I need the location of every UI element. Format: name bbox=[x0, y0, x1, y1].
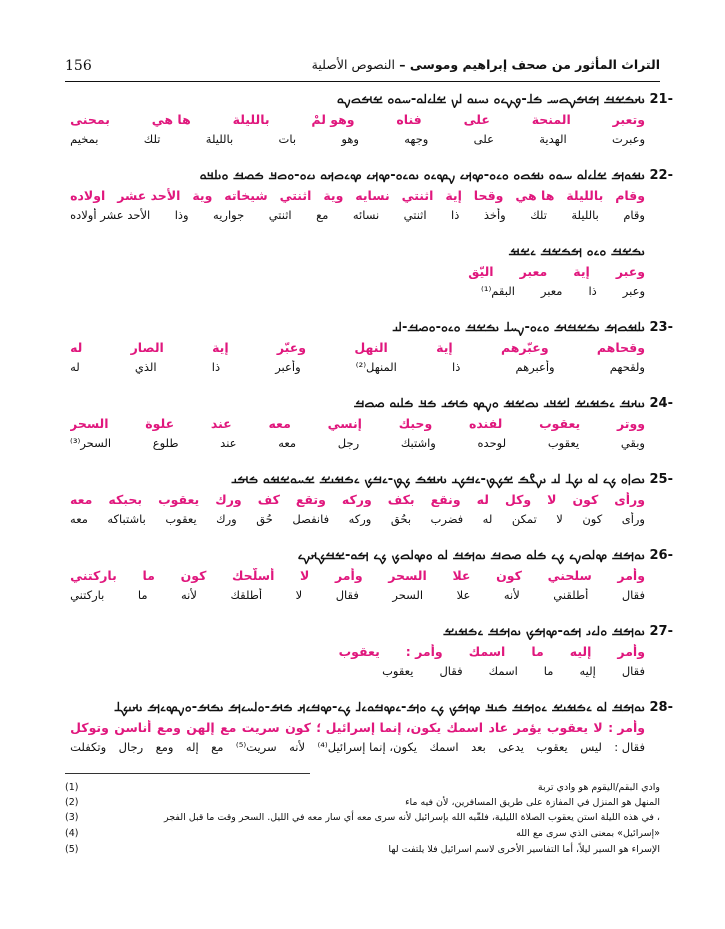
translation-line bbox=[70, 436, 645, 450]
transliteration-line-word: لا bbox=[593, 720, 603, 735]
transliteration-line-word: اسمك bbox=[446, 720, 484, 735]
translation-line-word: وأعبرهم bbox=[515, 360, 555, 374]
translation-line-word: بالليلة bbox=[571, 208, 599, 222]
verse-entry bbox=[70, 472, 673, 534]
verse-number: 24- bbox=[649, 396, 673, 411]
transliteration-line-word: وتوكل bbox=[70, 720, 109, 735]
translation-line-word: ما bbox=[137, 588, 148, 602]
translation-line-word: السحر⁽³⁾ bbox=[70, 436, 112, 450]
translation-line-word: وأخذ bbox=[483, 208, 506, 222]
translation-line-word: يدعى bbox=[498, 740, 524, 754]
translation-line-word: رجل bbox=[337, 436, 360, 450]
transliteration-line-word: على bbox=[463, 112, 490, 127]
mandaic-line: ࡅࡀࡌࡓ ࡋࡀ ࡉࡏࡒࡅࡁ ࡉࡀࡌࡓ ࡏࡅࡃ ࡔࡌࡊ ࡊࡉ ࡀࡌ-ࡉࡔࡓࡀࡉࡋ ࡊࡉ-ࡔࡓࡉࡕ ࡏࡌ-ࡀࡋࡄࡉࡌ ࡅࡏࡌ-ࡀࡍࡔࡉࡌ ࡅࡕࡅࡊࡋ bbox=[114, 700, 645, 715]
transliteration-line-word: سلحني bbox=[547, 568, 592, 583]
transliteration-line bbox=[70, 416, 645, 431]
translation-line-word: يعقوب bbox=[547, 436, 580, 450]
transliteration-line-word: عاد bbox=[488, 720, 509, 735]
translation-line-word: يكون، إنما إسرائيل⁽⁴⁾ bbox=[317, 740, 418, 754]
transliteration-line bbox=[70, 644, 645, 659]
translation-line-word: إليه bbox=[579, 664, 596, 678]
translation-line-word: رجال bbox=[118, 740, 144, 754]
translation-line-word: لأنه bbox=[181, 588, 197, 602]
translation-line-word: على bbox=[473, 132, 494, 146]
translation-line-word: جواريه bbox=[213, 208, 245, 222]
transliteration-line-word: باركتني bbox=[70, 568, 117, 583]
footnote bbox=[65, 828, 660, 842]
translation-line bbox=[70, 740, 645, 754]
translation-line-word: بات bbox=[278, 132, 297, 146]
translation-line-word: لوحده bbox=[477, 436, 507, 450]
translation-line-word: علا bbox=[456, 588, 471, 602]
page-number: 156 bbox=[65, 58, 92, 74]
running-title-main: التراث المأثور من صحف إبراهيم وموسى bbox=[409, 57, 660, 72]
running-title-dash: – bbox=[394, 57, 410, 72]
translation-line-word: نسائه bbox=[352, 208, 380, 222]
transliteration-line-word: يعقوب bbox=[158, 492, 200, 507]
mandaic-line: ࡅࡇࡆࡀ ࡊࡉ ࡋࡀ ࡅࡊࡋ ࡋࡅ ࡅࡍࡂࡏ ࡁࡊࡐ-ࡉࡓࡊࡅ ࡅࡕࡒࡏ ࡊࡐ-ࡉࡓࡊ ࡉࡏࡒࡅࡁ ࡁࡄࡀࡁࡒࡀ ࡏࡌࡅ bbox=[231, 472, 645, 487]
transliteration-line bbox=[70, 492, 645, 507]
transliteration-line-word: معه bbox=[70, 492, 93, 507]
verse-number: 23- bbox=[649, 320, 673, 335]
translation-line-word: له bbox=[482, 512, 493, 526]
running-title-sub: النصوص الأصلية bbox=[311, 57, 395, 72]
translation-line-word: الهدية bbox=[539, 132, 567, 146]
translation-line bbox=[70, 588, 645, 602]
transliteration-line-word: سريت bbox=[241, 720, 280, 735]
translation-line-word: يعقوب bbox=[382, 664, 414, 678]
transliteration-line bbox=[70, 112, 645, 127]
transliteration-line-word: ها هي bbox=[151, 112, 191, 127]
transliteration-line bbox=[70, 568, 645, 583]
translation-line-word: ما bbox=[543, 664, 554, 678]
transliteration-line-word: وأمر : bbox=[405, 644, 443, 659]
verse-entry bbox=[70, 168, 673, 230]
verse-entry bbox=[70, 548, 673, 610]
translation-line-word: وبقي bbox=[620, 436, 645, 450]
transliteration-line-word: لفنده bbox=[468, 416, 503, 431]
translation-line-word: لأنه bbox=[289, 740, 306, 754]
transliteration-line-word: اثنتي bbox=[401, 188, 434, 203]
transliteration-line-word: أسلّحك bbox=[232, 568, 275, 583]
verse-number: 21- bbox=[649, 92, 673, 107]
translation-line-word: ذا bbox=[451, 208, 460, 222]
translation-line-word: فقال bbox=[439, 664, 463, 678]
verse-entry bbox=[70, 396, 673, 458]
verse-number: 28- bbox=[649, 700, 673, 715]
translation-line bbox=[70, 512, 645, 526]
transliteration-line-word: بحبكه bbox=[108, 492, 143, 507]
mandaic-line: ࡅࡕࡏࡁࡓ ࡌࡌࡍࡇࡄ ࡏࡋ-ࡐࡍࡉࡀ ࡅࡄࡅࡀ ࡋࡍ ࡁࡋࡉࡋࡀ-ࡄࡀࡀ ࡁࡌࡇࡍࡀ bbox=[336, 92, 645, 107]
transliteration-line-word: وقحا bbox=[473, 188, 504, 203]
translation-line-word: معه bbox=[278, 436, 297, 450]
transliteration-line-word: وعبّر bbox=[276, 340, 307, 355]
translation-line-word: وعبرت bbox=[611, 132, 645, 146]
mandaic-line: ࡅࡀࡌࡓ ࡔࡋࡇࡍࡉ ࡊࡉ ࡏࡋࡀ ࡎࡇࡓ ࡅࡀࡌࡓ ࡋࡀ ࡀࡔࡋࡇࡊ ࡊࡉ ࡌࡀ-ࡁࡓࡊࡕࡍࡉ bbox=[297, 548, 645, 563]
translation-line-word: معبر bbox=[540, 284, 563, 298]
verse-number: 22- bbox=[649, 168, 673, 183]
translation-line-word: طلوع bbox=[152, 436, 179, 450]
transliteration-line-word: إلهن bbox=[186, 720, 215, 735]
transliteration-line-word: له bbox=[476, 492, 489, 507]
transliteration-line bbox=[70, 720, 645, 735]
verse-entry bbox=[70, 244, 665, 306]
transliteration-line-word: له bbox=[70, 340, 83, 355]
transliteration-line-word: السحر bbox=[70, 416, 109, 431]
translation-line-word: فضرب bbox=[430, 512, 464, 526]
translation-line-word: بحُق bbox=[390, 512, 412, 526]
translation-line-word: ذا bbox=[211, 360, 221, 374]
translation-line bbox=[70, 132, 645, 146]
transliteration-line-word: كون bbox=[572, 492, 599, 507]
footnote-text: «إسرائيل» بمعنى الذي سرى مع الله bbox=[516, 828, 660, 839]
translation-line-word: تلك bbox=[530, 208, 547, 222]
footnote-number: (5) bbox=[65, 844, 79, 855]
translation-line-word: اسمك bbox=[488, 664, 518, 678]
transliteration-line-word: المنحة bbox=[531, 112, 571, 127]
footnote-text: الإسراء هو السير ليلاً، أما التفاسير الأخرى لاسم اسرائيل فلا يلتفت لها bbox=[388, 844, 660, 855]
translation-line-word: لا bbox=[556, 512, 563, 526]
translation-line-word: سريت⁽⁵⁾ bbox=[235, 740, 277, 754]
transliteration-line-word: وية bbox=[192, 188, 213, 203]
transliteration-line-word: بالليلة bbox=[232, 112, 270, 127]
translation-line-word: لأنه bbox=[503, 588, 520, 602]
transliteration-line-word: إية bbox=[436, 340, 453, 355]
translation-line-word: البقم⁽¹⁾ bbox=[480, 284, 515, 298]
translation-line bbox=[70, 284, 645, 298]
transliteration-line-word: علا bbox=[452, 568, 471, 583]
transliteration-line-word: وتقع bbox=[295, 492, 326, 507]
transliteration-line-word: يعقوب bbox=[539, 416, 581, 431]
transliteration-line-word: فناه bbox=[396, 112, 422, 127]
transliteration-line-word: اسمك bbox=[468, 644, 506, 659]
footnote-text: وادي البقم/اليقوم هو وادي تربة bbox=[537, 782, 660, 793]
verse-entry bbox=[70, 320, 673, 382]
transliteration-line-word: كون bbox=[180, 568, 207, 583]
translation-line-word: وأعبر bbox=[275, 360, 301, 374]
translation-line-word: فقال : bbox=[614, 740, 645, 754]
transliteration-line-word: معبر bbox=[519, 264, 548, 279]
footnote-number: (2) bbox=[65, 797, 79, 808]
transliteration-line-word: كف bbox=[257, 492, 280, 507]
transliteration-line-word: وقام bbox=[615, 188, 645, 203]
footnote bbox=[65, 782, 660, 796]
translation-line-word: وذا bbox=[174, 208, 189, 222]
translation-line-word: باركتني bbox=[70, 588, 105, 602]
transliteration-line-word: وأمر bbox=[335, 568, 363, 583]
translation-line-word: أطلقني bbox=[553, 588, 589, 602]
transliteration-line-word: ووتر bbox=[616, 416, 645, 431]
transliteration-line-word: عند bbox=[210, 416, 232, 431]
transliteration-line-word: إنسي bbox=[327, 416, 362, 431]
transliteration-line-word: ومع bbox=[156, 720, 181, 735]
translation-line-word: ولقحهم bbox=[609, 360, 645, 374]
verse-number: 27- bbox=[649, 624, 673, 639]
translation-line-word: وتكفلت bbox=[70, 740, 107, 754]
translation-line-word: فقال bbox=[621, 664, 645, 678]
transliteration-line-word: إية bbox=[445, 188, 462, 203]
translation-line-word: اثنتي bbox=[268, 208, 292, 222]
translation-line-word: فانفصل bbox=[292, 512, 330, 526]
transliteration-line-word: ما bbox=[142, 568, 155, 583]
translation-line-word: ورك bbox=[216, 512, 237, 526]
running-title bbox=[312, 57, 660, 72]
transliteration-line-word: ورأى bbox=[614, 492, 645, 507]
footnote bbox=[65, 797, 660, 811]
footnote-number: (4) bbox=[65, 828, 79, 839]
transliteration-line-word: ورك bbox=[215, 492, 242, 507]
transliteration-line-word: كون bbox=[285, 720, 311, 735]
footnote-number: (3) bbox=[65, 812, 79, 823]
translation-line-word: الأحد عشر أولاده bbox=[70, 208, 151, 222]
transliteration-line bbox=[70, 340, 645, 355]
translation-line-word: ورأى bbox=[621, 512, 645, 526]
transliteration-line-word: ها هي bbox=[515, 188, 555, 203]
transliteration-line-word: بالليلة bbox=[566, 188, 604, 203]
transliteration-line-word: وقحاهم bbox=[596, 340, 645, 355]
translation-line-word: ذا bbox=[452, 360, 461, 374]
transliteration-line-word: اثنتي bbox=[279, 188, 312, 203]
transliteration-line-word: يعقوب bbox=[338, 644, 380, 659]
verse-entry bbox=[70, 624, 673, 686]
transliteration-line-word: لا bbox=[547, 492, 557, 507]
mandaic-line: ࡅࡀࡌࡓ ࡀࡋࡉࡅ ࡌࡀ-ࡔࡌࡊ ࡅࡀࡌࡓ ࡉࡏࡒࡅࡁ bbox=[442, 624, 645, 639]
transliteration-line-word: وعبر bbox=[615, 264, 645, 279]
transliteration-line-word: وعبّرهم bbox=[500, 340, 549, 355]
transliteration-line-word: ما bbox=[531, 644, 544, 659]
footnote-rule bbox=[65, 773, 310, 774]
transliteration-line-word: وكل bbox=[504, 492, 532, 507]
translation-line-word: يعقوب bbox=[165, 512, 197, 526]
translation-line-word: وركه bbox=[348, 512, 372, 526]
verse-entry bbox=[70, 700, 673, 762]
translation-line-word: عند bbox=[220, 436, 237, 450]
translation-line-word: وجهه bbox=[404, 132, 429, 146]
transliteration-line-word: بكف bbox=[387, 492, 415, 507]
transliteration-line-word: وأمر bbox=[617, 644, 645, 659]
transliteration-line-word: نسايه bbox=[355, 188, 390, 203]
transliteration-line-word: السحر bbox=[388, 568, 427, 583]
transliteration-line-word: وركه bbox=[341, 492, 372, 507]
translation-line-word: له bbox=[70, 360, 80, 374]
translation-line-word: ذا bbox=[588, 284, 597, 298]
transliteration-line-word: كون bbox=[496, 568, 522, 583]
translation-line-word: وهو bbox=[341, 132, 359, 146]
footnote bbox=[65, 812, 660, 826]
footnote-number: (1) bbox=[65, 782, 79, 793]
translation-line-word: لا bbox=[295, 588, 303, 602]
translation-line-word: الذي bbox=[134, 360, 157, 374]
footnote-text: المنهل هو المنزل في المفازة على طريق المسافرين، لأن فيه ماء bbox=[405, 797, 660, 808]
translation-line-word: السحر bbox=[392, 588, 424, 602]
transliteration-line-word: الصار bbox=[130, 340, 164, 355]
translation-line-word: إله bbox=[185, 740, 199, 754]
transliteration-line-word: علوة bbox=[145, 416, 175, 431]
transliteration-line-word: إية bbox=[573, 264, 590, 279]
transliteration-line-word: الأحد عشر bbox=[117, 188, 181, 203]
transliteration-line-word: وأمر bbox=[617, 568, 645, 583]
transliteration-line-word: النهل bbox=[354, 340, 388, 355]
translation-line-word: وقام bbox=[623, 208, 645, 222]
page-header bbox=[65, 55, 660, 82]
transliteration-line-word: مع bbox=[220, 720, 237, 735]
translation-line-word: أطلقك bbox=[230, 588, 263, 602]
mandaic-line: ࡅࡒࡀࡌ ࡁࡋࡉࡋࡀ ࡄࡀࡀ ࡅࡒࡇࡀ ࡀࡉࡀ-ࡔࡕࡉ ࡍࡔࡉࡀ ࡅࡀࡉࡀ-ࡔࡕࡉ ࡔࡉࡇࡕࡀ ࡅࡉࡀ-ࡀࡇࡃ ࡏࡎࡓ ࡀࡅࡋࡃࡀ bbox=[199, 168, 645, 183]
translation-line-word: مع bbox=[316, 208, 329, 222]
transliteration-line-word: وية bbox=[323, 188, 344, 203]
translation-line-word: حُق bbox=[256, 512, 273, 526]
translation-line-word: بمخيم bbox=[70, 132, 99, 146]
transliteration-line-word: اولاده bbox=[70, 188, 106, 203]
transliteration-line-word: يؤمر bbox=[513, 720, 542, 735]
transliteration-line-word: لا bbox=[300, 568, 310, 583]
translation-line-word: ليس bbox=[580, 740, 602, 754]
transliteration-line-word: يعقوب bbox=[546, 720, 589, 735]
transliteration-line-word: ونقع bbox=[430, 492, 461, 507]
transliteration-line-word: وحبك bbox=[398, 416, 433, 431]
translation-line-word: معه bbox=[70, 512, 88, 526]
mandaic-line: ࡅࡏࡁࡓ ࡀࡉࡀ ࡌࡏࡁࡓ ࡉࡁࡒ bbox=[508, 244, 645, 259]
translation-line-word: فقال bbox=[335, 588, 359, 602]
transliteration-line-word: وأمر : bbox=[608, 720, 645, 735]
translation-line-word: اسمك bbox=[429, 740, 459, 754]
translation-line-word: واشتبك bbox=[400, 436, 436, 450]
footnote bbox=[65, 844, 660, 858]
translation-line-word: تمكن bbox=[511, 512, 537, 526]
transliteration-line-word: معه bbox=[268, 416, 291, 431]
mandaic-line: ࡅࡅࡕࡓ ࡉࡏࡒࡅࡁ ࡋࡁࡃࡅ ࡅࡇࡁࡒ ࡀࡍࡔ ࡏࡌࡅ ࡏࡃ ࡏࡋࡅࡀ ࡎࡇࡓ bbox=[353, 396, 645, 411]
translation-line-word: المنهل⁽²⁾ bbox=[355, 360, 397, 374]
translation-line-word: فقال bbox=[621, 588, 645, 602]
verse-number: 26- bbox=[649, 548, 673, 563]
transliteration-line-word: شيخاته bbox=[224, 188, 268, 203]
transliteration-line-word: اليّق bbox=[468, 264, 494, 279]
mandaic-line: ࡅࡋࡒࡇࡌ ࡅࡏࡁࡓࡌ ࡀࡉࡀ-ࡍࡄࡋ ࡅࡏࡁࡓ ࡀࡉࡀ-ࡀࡎࡓ-ࡋࡅ bbox=[392, 320, 645, 335]
translation-line-word: مع bbox=[211, 740, 224, 754]
transliteration-line-word: إية bbox=[212, 340, 229, 355]
translation-line-word: باشتباكه bbox=[107, 512, 146, 526]
translation-line-word: بالليلة bbox=[205, 132, 234, 146]
translation-line-word: كون bbox=[582, 512, 603, 526]
transliteration-line-word: وتعبر bbox=[612, 112, 645, 127]
translation-line-word: تلك bbox=[143, 132, 161, 146]
transliteration-line-word: وهو لمْ bbox=[311, 112, 355, 127]
translation-line bbox=[70, 208, 645, 222]
transliteration-line-word: يكون، إنما إسرائيل ؛ bbox=[316, 720, 442, 735]
transliteration-line-word: إليه bbox=[569, 644, 592, 659]
transliteration-line-word: بمحنى bbox=[70, 112, 110, 127]
translation-line-word: اثنتي bbox=[403, 208, 427, 222]
verse-entry bbox=[70, 92, 673, 154]
transliteration-line bbox=[70, 264, 645, 279]
footnote-text: ، في هذه الليلة استن يعقوب الصلاة الليلية، فلقّبه الله بإسرائيل لأنه سرى معه أي سار معه في الليل. السحر وقت ما قبل الفجر bbox=[164, 812, 660, 823]
translation-line-word: ومع bbox=[155, 740, 174, 754]
verse-number: 25- bbox=[649, 472, 673, 487]
transliteration-line bbox=[70, 188, 645, 203]
translation-line-word: بعد bbox=[471, 740, 486, 754]
translation-line bbox=[70, 664, 645, 678]
translation-line bbox=[70, 360, 645, 374]
translation-line-word: يعقوب bbox=[536, 740, 568, 754]
transliteration-line-word: أناسن bbox=[114, 720, 152, 735]
translation-line-word: وعبر bbox=[622, 284, 645, 298]
